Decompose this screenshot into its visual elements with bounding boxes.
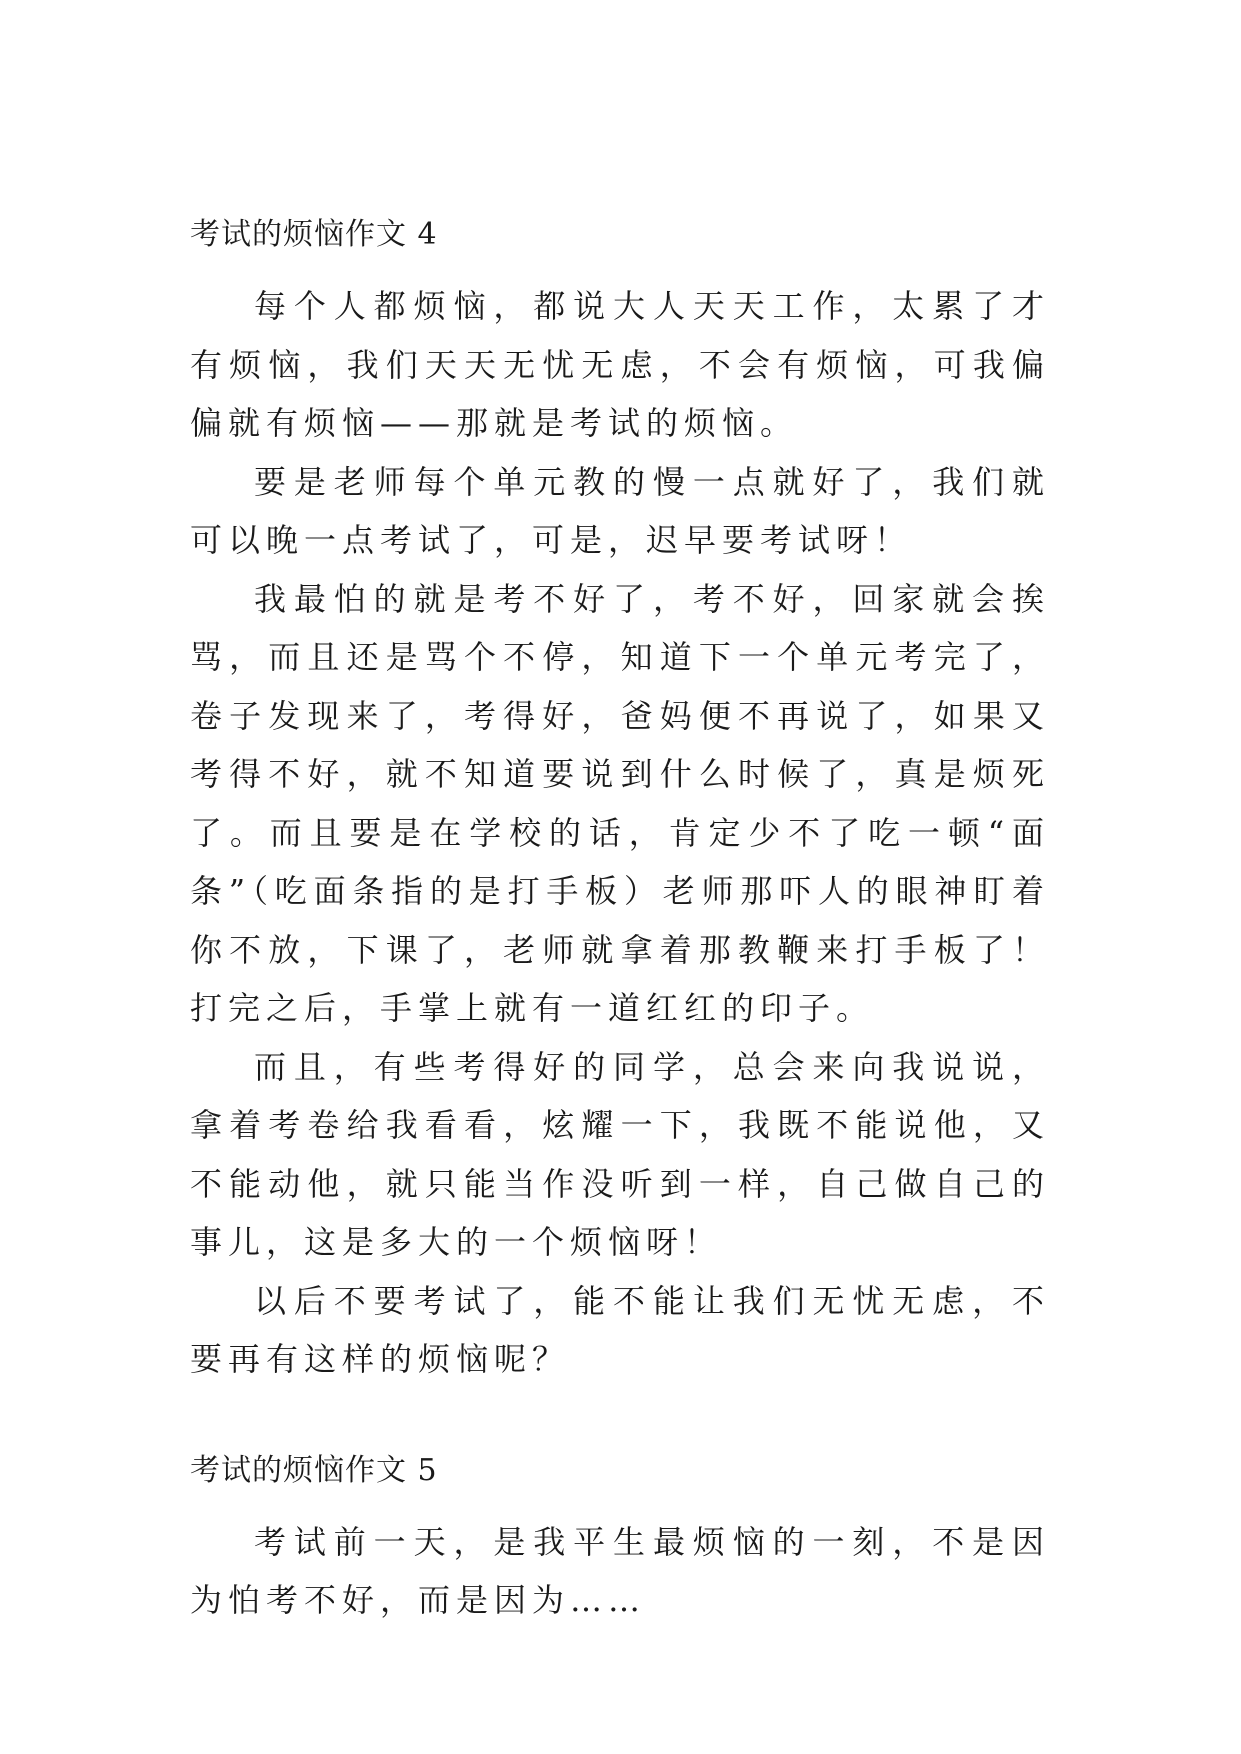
essay-heading: 考试的烦恼作文 4 <box>190 217 438 252</box>
paragraph: 要是老师每个单元教的慢一点就好了，我们就可以晚一点考试了，可是，迟早要考试呀！ <box>190 462 1050 559</box>
paragraph: 而且，有些考得好的同学，总会来向我说说，拿着考卷给我看看，炫耀一下，我既不能说他，又不能动他，就只能当作没听到一样，自己做自己的事儿，这是多大的一个烦恼呀！ <box>190 1047 1050 1261</box>
paragraph: 以后不要考试了，能不能让我们无忧无虑，不要再有这样的烦恼呢？ <box>190 1281 1050 1378</box>
document-body <box>190 215 1050 1630</box>
paragraph: 我最怕的就是考不好了，考不好，回家就会挨骂，而且还是骂个不停，知道下一个单元考完了，卷子发现来了，考得好，爸妈便不再说了，如果又考得不好，就不知道要说到什么时候了，真是烦死了。而且要是在学校的话，肯定少不了吃一顿“面条”（吃面条指的是打手板）老师那吓人的眼神盯着你不放，下课了，老师就拿着那教鞭来打手板了！打完之后，手掌上就有一道红红的印子。 <box>190 579 1050 1027</box>
essay-section-5 <box>190 1451 1050 1630</box>
paragraph: 每个人都烦恼，都说大人天天工作，太累了才有烦恼，我们天天无忧无虑，不会有烦恼，可我偏偏就有烦恼——那就是考试的烦恼。 <box>190 287 1050 442</box>
essay-heading: 考试的烦恼作文 5 <box>190 1452 438 1488</box>
paragraph: 考试前一天，是我平生最烦恼的一刻，不是因为怕考不好，而是因为…… <box>190 1522 1050 1619</box>
essay-section-4 <box>190 215 1050 1389</box>
